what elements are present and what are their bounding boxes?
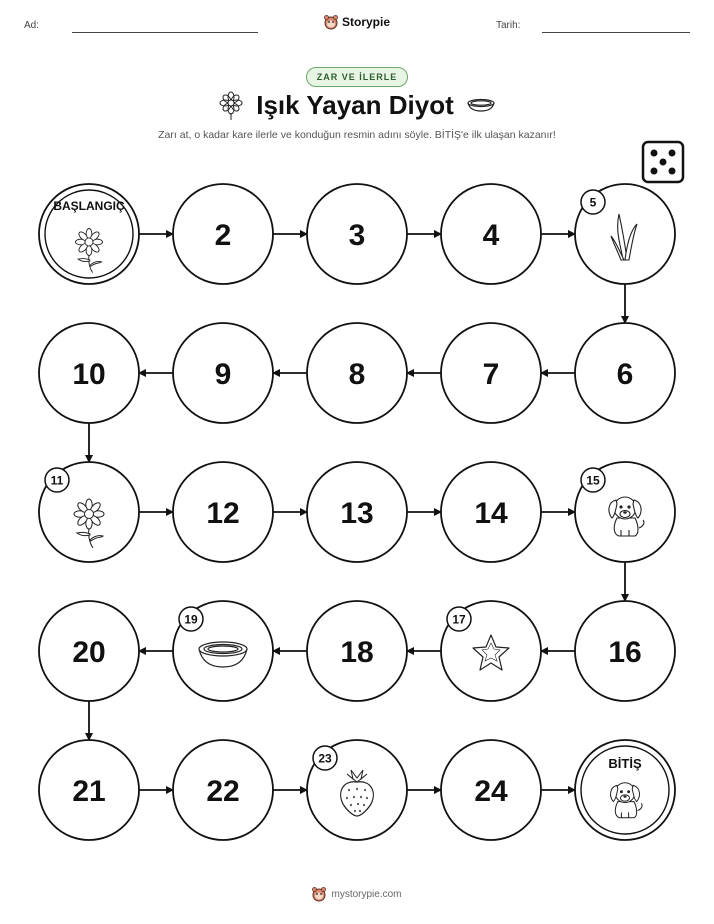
board-cell-9[interactable] [173,323,273,423]
cell-number: 22 [206,775,240,808]
board-cell-14[interactable] [441,462,541,562]
board-cell-2[interactable] [173,184,273,284]
cell-number: 21 [72,775,106,808]
board-cell-22[interactable] [173,740,273,840]
footer-url: mystorypie.com [331,888,402,900]
page-title: Işık Yayan Diyot [256,90,454,120]
cell-number: 18 [340,636,374,669]
board-cell-15[interactable] [575,462,675,562]
cell-number: 14 [474,497,508,530]
cell-number: 7 [482,358,500,391]
game-type-badge: ZAR VE İLERLE [306,67,408,87]
dice-icon [643,142,683,182]
instruction-text: Zarı at, o kadar kare ilerle ve konduğun resmin adını söyle. BİTİŞ'e ilk ulaşan kazanır! [158,129,556,141]
cell-number: 10 [72,358,106,391]
board-cell-16[interactable] [575,601,675,701]
cell-number: 20 [72,636,106,669]
board-cell-20[interactable] [39,601,139,701]
cell-label: BAŞLANGIÇ [53,199,125,213]
storypie-mascot-icon [312,886,326,902]
date-label: Tarih: [496,20,521,31]
cell-badge [581,468,605,492]
cell-badge-number: 17 [452,612,466,627]
cell-badge-number: 5 [589,195,597,210]
board-cell-18[interactable] [307,601,407,701]
board-cell-12[interactable] [173,462,273,562]
board-cell-11[interactable] [39,462,139,562]
board-cell-5[interactable] [575,184,675,284]
cell-badge [447,607,471,631]
cell-badge-number: 23 [318,751,332,766]
cell-number: 6 [616,358,634,391]
cell-number: 9 [214,358,232,391]
cell-badge [45,468,69,492]
cell-badge-number: 11 [50,473,64,488]
cell-number: 2 [214,219,232,252]
board-cell-21[interactable] [39,740,139,840]
cell-number: 12 [206,497,240,530]
board-cell-7[interactable] [441,323,541,423]
board-cell-23[interactable] [307,740,407,840]
cell-label: BİTİŞ [608,756,642,771]
cell-badge-number: 15 [586,473,600,488]
cell-number: 16 [608,636,642,669]
board-cell-3[interactable] [307,184,407,284]
board-cell-24[interactable] [441,740,541,840]
cell-number: 4 [482,219,500,252]
cell-badge-number: 19 [184,612,198,627]
board-cell-6[interactable] [575,323,675,423]
board-cell-8[interactable] [307,323,407,423]
cell-badge [179,607,203,631]
cell-badge [313,746,337,770]
board-cell-19[interactable] [173,601,273,701]
brand-name: Storypie [342,15,391,29]
finish-cell[interactable] [575,740,675,840]
name-label: Ad: [24,20,40,31]
cell-number: 24 [474,775,508,808]
cell-number: 13 [340,497,374,530]
board-cell-10[interactable] [39,323,139,423]
board-cell-13[interactable] [307,462,407,562]
start-cell[interactable] [39,184,139,284]
cell-badge [581,190,605,214]
board-cells [39,184,675,840]
board-cell-17[interactable] [441,601,541,701]
cell-number: 8 [348,358,366,391]
cell-number: 3 [348,219,366,252]
footer [0,886,714,902]
board-cell-4[interactable] [441,184,541,284]
